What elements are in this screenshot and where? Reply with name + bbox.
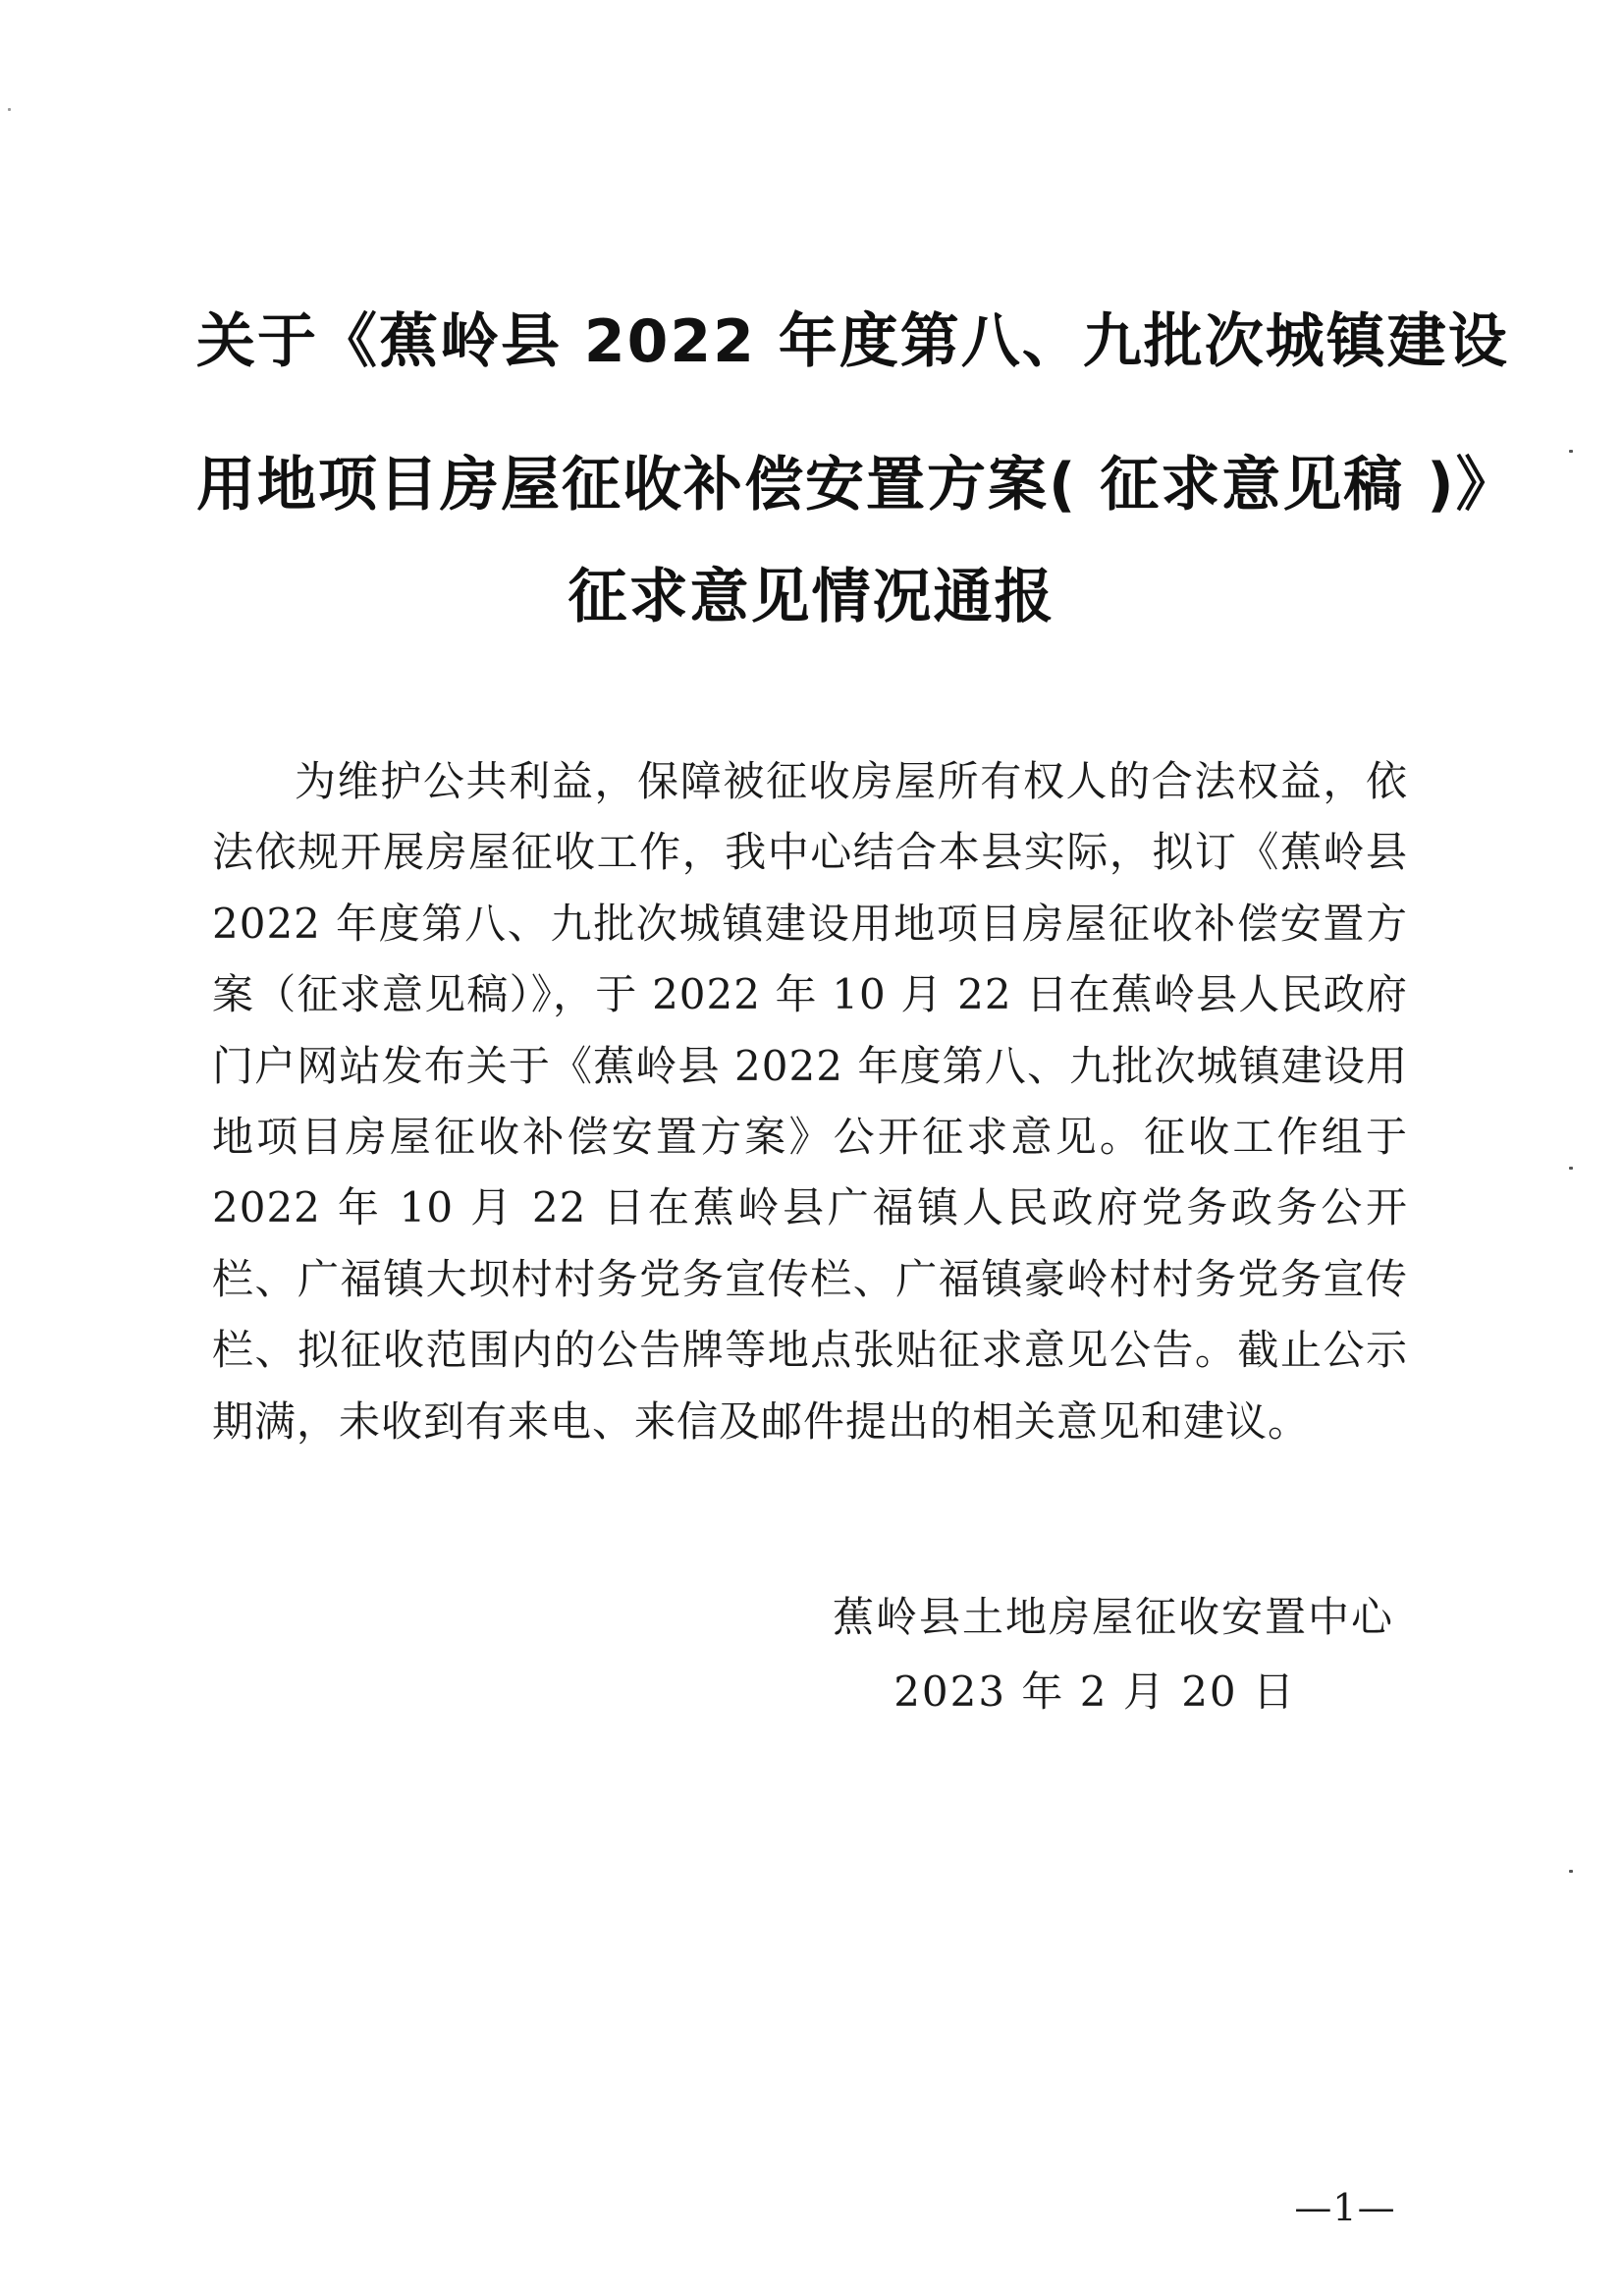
scan-speck [8, 108, 11, 111]
page-number: —1— [1294, 2186, 1396, 2229]
body-paragraph: 为维护公共利益，保障被征收房屋所有权人的合法权益，依法依规开展房屋征收工作，我中心结合本县实际，拟订《蕉岭县 2022 年度第八、九批次城镇建设用地项目房屋征收补偿安置方案（征求意见稿）》，于 2022 年 10 月 22 日在蕉岭县人民政府门户网站发布关于《蕉岭县 2022 年度第八、九批次城镇建设用地项目房屋征收补偿安置方案》公开征求意见。征收工作组于 2022 年 10 月 22 日在蕉岭县广福镇人民政府党务政务公开栏、广福镇大坝村村务党务宣传栏、广福镇豪岭村村务党务宣传栏、拟征收范围内的公告牌等地点张贴征求意见公告。截止公示期满，未收到有来电、来信及邮件提出的相关意见和建议。 [212, 757, 1408, 1446]
document-title-line-3: 征求意见情况通报 [568, 563, 1055, 631]
document-title-line-1: 关于《蕉岭县 2022 年度第八、九批次城镇建设 [196, 307, 1509, 376]
document-title-line-2: 用地项目房屋征收补偿安置方案( 征求意见稿 )》 [196, 451, 1517, 519]
signature-organization: 蕉岭县土地房屋征收安置中心 [832, 1593, 1394, 1641]
scan-speck [1569, 1167, 1573, 1170]
scan-speck [1569, 450, 1573, 453]
scan-speck [1569, 1870, 1573, 1873]
signature-date: 2023 年 2 月 20 日 [893, 1667, 1296, 1716]
